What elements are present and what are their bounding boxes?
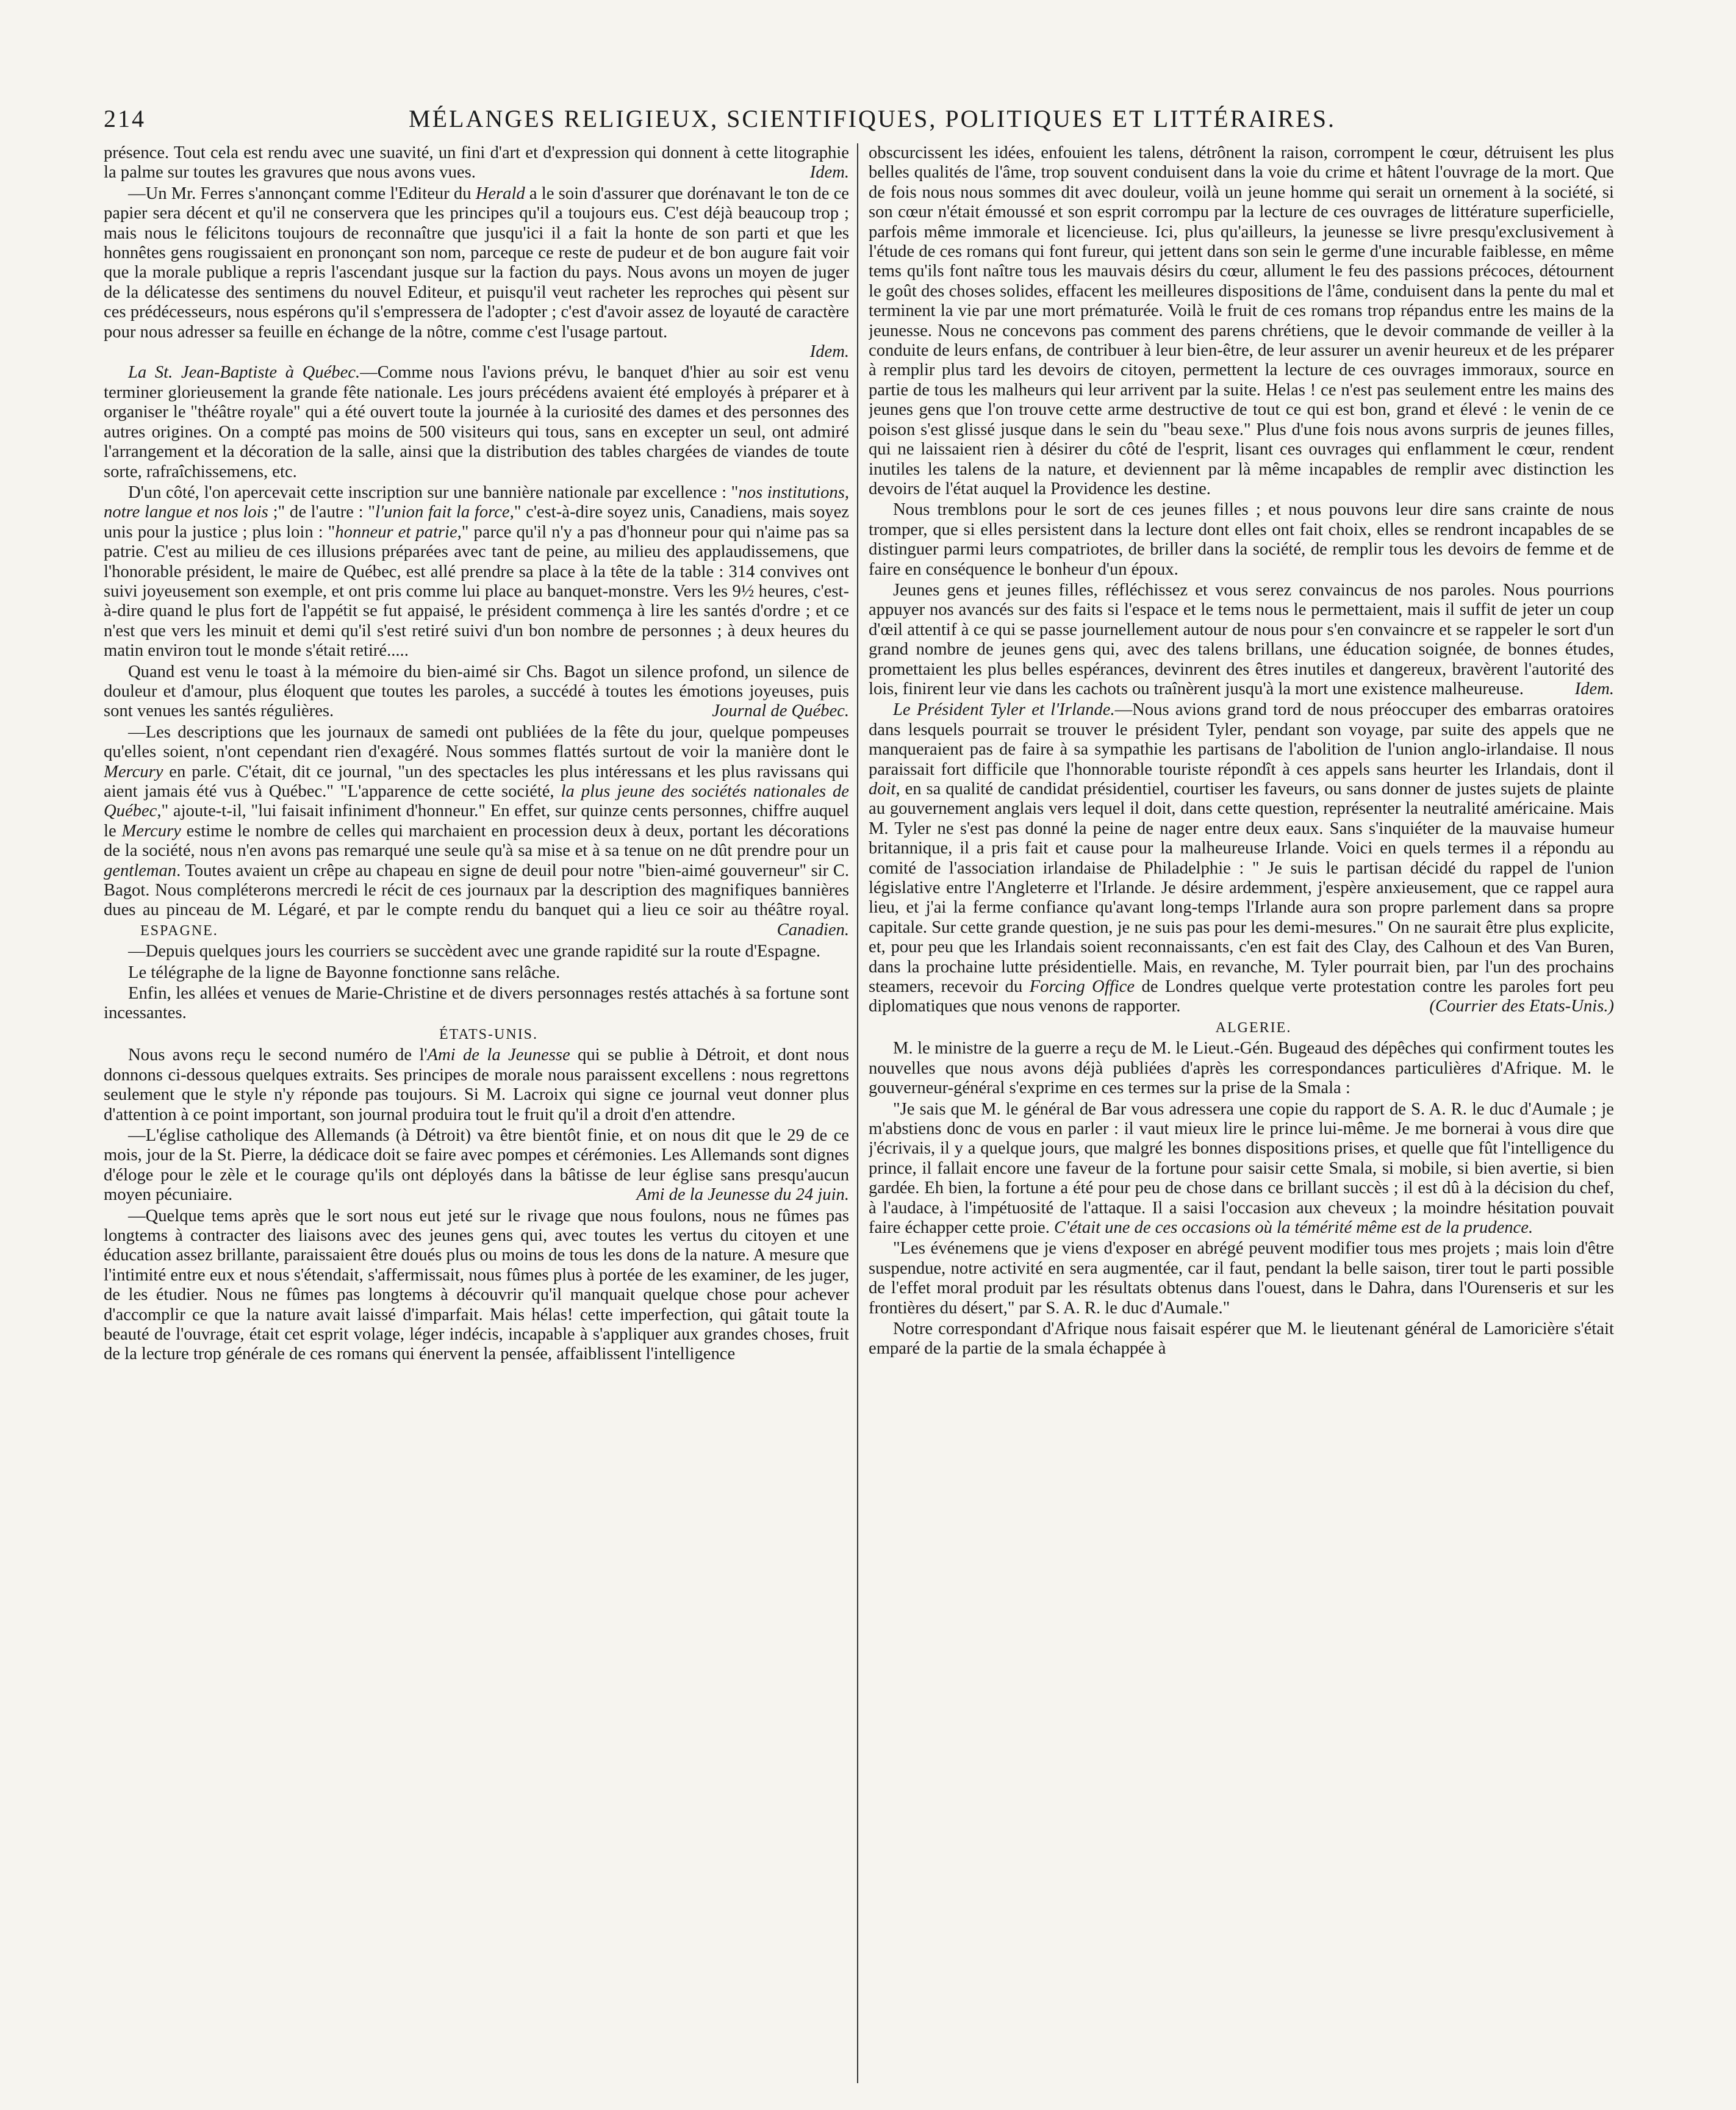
paragraph-text: —Un Mr. Ferres s'annonçant comme l'Editeur du [128, 184, 476, 203]
article-paragraph [104, 143, 849, 183]
article-paragraph [869, 1100, 1614, 1238]
right-column [869, 143, 1614, 2089]
paragraph-text: D'un côté, l'on apercevait cette inscription sur une bannière nationale par excellence : " [128, 483, 739, 502]
paragraph-text: Quand est venu le toast à la mémoire du bien-aimé sir Chs. Bagot un silence profond, un silence de douleur et d'amour, plus éloquent que toutes les paroles, a succédé à toutes les émotions joyeuses, puis sont venues les santés régulières. [104, 662, 849, 721]
quoted-inscription: nos institutions, notre langue et nos lois [104, 483, 849, 522]
paragraph-text: ;" de l'autre : " [268, 503, 376, 522]
paragraph-text: —Comme nous l'avions prévu, le banquet d'hier au soir est venu terminer glorieusement la grande fête nationale. Les jours précédens avaient été employés à préparer et à organiser le "théâtre royale" qui a été ouvert toute la journée à la curiosité des dames et des personnes des autres origines. On a compté pas moins de 500 visiteurs qui tous, sans en excepter un seul, ont admiré l'arrangement et la décoration de la salle, ainsi que la distribution des tables chargées de viandes de toute sorte, rafraîchissemens, etc. [104, 363, 849, 481]
paragraph-text: qui se publie à Détroit, et dont nous donnons ci-dessous quelques extraits. Ses principes de morale nous paraissent excellens : nous regrettons seulement que le style n'y réponde pas toujours. Si M. Lacroix qui signe ce journal veut donner plus d'attention à ce point important, son journal produira tout le fruit qu'il a droit d'en attendre. [104, 1046, 849, 1124]
paragraph-text: Nous tremblons pour le sort de ces jeunes filles ; et nous pouvons leur dire sans crainte de nous tromper, que si elles persistent dans la lecture dont elles ont fait choix, elles se rendront incapables de se distinguer parmi leurs compatriotes, de briller dans la société, de remplir tous les devoirs de femme et de faire en conséquence le bonheur d'un époux. [869, 500, 1614, 579]
paragraph-text: M. le ministre de la guerre a reçu de M. le Lieut.-Gén. Bugeaud des dépêches qui confirment toutes les nouvelles que nous avons déjà publiées d'après les correspondances particulières d'Afrique. M. le gouverneur-général s'exprime en ces termes sur la prise de la Smala : [869, 1039, 1614, 1098]
paragraph-text: ," parce qu'il n'y a pas d'honneur pour qui n'aime pas sa patrie. C'est au milieu de ces illusions préparées avec tant de peine, au milieu des applaudissemens, que l'honorable président, le maire de Québec, est allé prendre sa place à la tête de la table : 314 convives ont suivi joyeusement son exemple, et ont pris comme lui place au banquet-monstre. Vers les 9½ heures, c'est-à-dire quand le plus fort de l'appétit se fut appaisé, le président commença à lire les santés d'ordre ; et ce n'est que vers les minuit et demi qu'il s'est retiré suivi d'un bon nombre de personnes ; à deux heures du matin environ tout le monde s'était retiré..... [104, 522, 849, 661]
section-heading-etats-unis: ÉTATS-UNIS. [439, 1026, 539, 1042]
paragraph-text: présence. Tout cela est rendu avec une suavité, un fini d'art et d'expression qui donnent à cette litographie la palme sur toutes les gravures que nous avons vues. [104, 143, 849, 182]
section-heading-algerie: ALGERIE. [1215, 1019, 1292, 1036]
paragraph-text: Nous avons reçu le second numéro de l' [128, 1046, 428, 1065]
article-paragraph [104, 942, 849, 961]
article-paragraph [869, 1319, 1614, 1359]
article-paragraph [869, 500, 1614, 580]
running-title: MÉLANGES RELIGIEUX, SCIENTIFIQUES, POLITIQUES ET LITTÉRAIRES. [409, 105, 1336, 132]
paragraph-text: en parle. C'était, dit ce journal, "un des spectacles les plus intéressans et les plus ravissans qui aient jamais été vus à Québec." "L'apparence de cette société, [104, 762, 849, 801]
paragraph-text: —Quelque tems après que le sort nous eut jeté sur le rivage que nous foulons, nous ne fûmes pas longtems à contracter des liaisons avec des jeunes gens qui, avec toutes les vertus du citoyen et une éducation assez brillante, paraissaient être doués plus ou moins de tous les dons de la nature. A mesure que l'intimité entre eux et nous s'étendait, s'affermissait, nous fûmes plus à portée de les examiner, de les juger, de les étudier. Nous ne fûmes pas longtems à découvrir qu'il manquait quelque chose pour achever d'accomplir ce que la nature avait laissé d'imparfait. Mais hélas! cette imperfection, qui gâtait toute la beauté de l'ouvrage, était cet esprit volage, léger indécis, incapable à s'appliquer aux grandes choses, fruit de la lecture trop générale de ces romans qui énervent la pensée, affaiblissent l'intelligence [104, 1206, 849, 1364]
quoted-text: gentleman [104, 861, 177, 880]
newspaper-name: Herald [475, 184, 525, 203]
paragraph-text: —Les descriptions que les journaux de samedi ont publiées de la fête du jour, quelque pompeuses qu'elles soient, n'ont cependant rien d'exagéré. Nous sommes flattés surtout de voir la manière dont le [104, 722, 849, 762]
article-paragraph [104, 963, 849, 983]
article-paragraph [869, 143, 1614, 499]
source-credit: (Courrier des Etats-Unis.) [1429, 997, 1614, 1016]
section-heading-espagne: ESPAGNE. [140, 922, 218, 939]
paragraph-text: Jeunes gens et jeunes filles, réfléchissez et vous serez convaincus de nos paroles. Nous pourrions appuyer nos avancés sur des faits si l'espace et le tems nous le permettaient, mais il suffit de jeter un coup d'œil attentif à ce qui se passe journellement autour de nous pour s'en convaincre et se rappeler le sort d'un grand nombre de jeunes gens qui, avec des talens brillans, une éducation soignée, de bonnes études, promettaient les plus belles espérances, devinrent des êtres inutiles et dangereux, bravèrent l'autorité des lois, finirent leur vie dans les cachots ou traînèrent jusqu'à la mort une existence malheureuse. [869, 580, 1614, 698]
source-credit: Ami de la Jeunesse du 24 juin. [636, 1185, 849, 1205]
paragraph-text: —Nous avions grand tord de nous préoccuper des embarras oratoires dans lesquels pourrait se trouver le président Tyler, pendant son voyage, par suite des appels que ne manqueraient pas de faire à sa sympathie les partisans de l'abolition de l'union anglo-irlandaise. Il nous paraissait fort difficile que l'honnorable touriste répondît à ces appels sans heurter les Irlandais, dont il [869, 700, 1614, 779]
page-number: 214 [104, 105, 146, 132]
article-paragraph [104, 1207, 849, 1365]
quoted-text: C'était une de ces occasions où la témérité même est de la prudence. [1054, 1218, 1533, 1237]
column-divider [857, 143, 858, 2083]
paragraph-text: estime le nombre de celles qui marchaient en procession deux à deux, portant les décorations de la société, nous n'en avons pas remarqué une seule qu'à sa mise et à sa tenue on ne dût prendre pour un [104, 821, 849, 861]
paragraph-text: . Toutes avaient un crêpe au chapeau en signe de deuil pour notre "bien-aimé gouverneur" sir C. Bagot. Nous compléterons mercredi le récit de ces journaux par la description des magnifiques bannières dues au pinceau de M. Légaré, et par le compte rendu du banquet qui a lieu ce soir au théâtre royal. [104, 861, 849, 920]
paragraph-text: , en sa qualité de candidat présidentiel, courtiser les faveurs, ou sans donner de justes sujets de plainte au gouvernement anglais vers lequel il doit, dans cette question, représenter la neutralité américaine. Mais M. Tyler ne s'est pas donné la peine de nager entre deux eaux. Sans s'inquiéter de la mauvaise humeur britannique, il a pris fait et cause pour la malheureuse Irlande. Voici en quels termes il a répondu au comité de l'association irlandaise de Philadelphie : " Je suis le partisan décidé du rappel de l'union législative entre l'Angleterre et l'Irlande. Je désire ardemment, j'espère anxieusement, que ce rappel aura lieu, et j'ai la ferme confiance qu'avant long-temps l'Irlande aura son propre parlement dans sa propre capitale. Sur cette grande question, je ne suis pas pour les demi-mesures." On ne saurait être plus explicite, et, pour peu que les Irlandais soient reconnaissants, c'en est fait des Clay, des Calhoun et des Van Buren, dans la prochaine lutte présidentielle. Mais, en revanche, M. Tyler pourrait bien, par l'un des prochains steamers, recevoir du [869, 780, 1614, 997]
paragraph-text: de Londres quelque verte protestation contre les paroles fort peu diplomatiques que nous venons de rapporter. [869, 977, 1614, 1016]
office-name: Forcing Office [1029, 977, 1135, 997]
article-title: La St. Jean-Baptiste à Québec. [128, 363, 360, 382]
paragraph-text: Enfin, les allées et venues de Marie-Christine et de divers personnages restés attachés à sa fortune sont incessantes. [104, 984, 849, 1023]
article-paragraph [104, 1126, 849, 1205]
paragraph-text: a le soin d'assurer que dorénavant le ton de ce papier sera décent et qu'il ne conservera que les principes qu'il a toujours eus. C'est déjà beaucoup trop ; mais nous le félicitons toujours de reconnaître que jusqu'ici il a fait la honte de son parti et que les honnêtes gens rougissaient en prononçant son nom, parceque ce reste de pudeur et de bon augure fait voir que la morale publique a repris l'ascendant jusque sur la faction du pays. Nous avons un moyen de juger de la délicatesse des sentimens du nouvel Editeur, et puisqu'il veut racheter les reproches qui pèsent sur ces prédécesseurs, nous espérons qu'il s'empressera de l'adopter ; c'est d'avoir assez de loyauté de caractère pour nous adresser sa feuille en échange de la nôtre, comme c'est l'usage partout. [104, 184, 849, 342]
paragraph-text: Notre correspondant d'Afrique nous faisait espérer que M. le lieutenant général de Lamoricière s'était emparé de la partie de la smala échappée à [869, 1319, 1614, 1358]
source-credit: Idem. [1574, 679, 1614, 698]
newspaper-name: Mercury [104, 762, 163, 781]
source-credit: Canadien. [777, 920, 849, 939]
left-column [104, 143, 849, 2089]
article-paragraph [104, 363, 849, 481]
paragraph-text: —L'église catholique des Allemands (à Détroit) va être bientôt finie, et on nous dit que le 29 de ce mois, jour de la St. Pierre, la dédicace doit se faire avec pompes et cérémonies. Les Allemands sont dignes d'éloge pour le zèle et le courage qu'ils ont déployés dans la bâtisse de leur église sans presqu'aucun moyen pécuniaire. [104, 1125, 849, 1205]
source-credit: Idem. [809, 163, 849, 182]
article-paragraph [869, 1239, 1614, 1318]
paragraph-text: obscurcissent les idées, enfouient les talens, détrônent la raison, corrompent le cœur, détruisent les plus belles qualités de l'âme, trop souvent conduisent dans la voie du crime et hâtent l'ouvrage de la mort. Que de fois nous nous sommes dit avec douleur, voilà un jeune homme qui serait un ornement à la société, si son cœur n'était émoussé et son esprit corrompu par la lecture de ces ouvrages de littérature superficielle, parfois même immorale et licencieuse. Ici, plus qu'ailleurs, la jeunesse se livre presqu'exclusivement à l'étude de ces romans qui font fureur, qui jettent dans son sein le germe d'une incurable faiblesse, en même tems qu'ils font naître tous les mauvais désirs du cœur, allument le feu des passions précoces, détournent le goût des choses solides, effacent les meilleures dispositions de l'âme, conduisent dans la pente du mal et terminent la vie par une mort prématurée. Voilà le fruit de ces romans trop répandus entre les mains de la jeunesse. Nous ne concevons pas comment des parens chrétiens, que le devoir commande de veiller à la conduite de leurs enfans, de contribuer à leur bien-être, de leur assurer un avenir heureux et de les préparer à remplir plus tard les devoirs de citoyen, permettent la lecture de ces ouvrages immoraux, source en partie de tous les malheurs qui leur arrivent par la suite. Helas ! ce n'est pas seulement entre les mains des jeunes gens que l'on trouve cette arme destructive de tout ce qui est bon, grand et élevé : le venin de ce poison s'est glissé jusque dans le sein du "beau sexe." Plus d'une fois nous avons surpris de jeunes filles, qui ne laissaient rien à désirer du côté de l'esprit, lisant ces ouvrages qui enflamment le cœur, rendent inutiles les talens de la nature, et deviennent par là même incapables de remplir avec distinction les devoirs de l'état auquel la Providence les destine. [869, 143, 1614, 498]
article-paragraph [869, 1039, 1614, 1098]
article-paragraph [104, 662, 849, 722]
paragraph-text: Le télégraphe de la ligne de Bayonne fonctionne sans relâche. [128, 963, 561, 982]
article-paragraph [104, 184, 849, 362]
article-paragraph [104, 483, 849, 661]
article-paragraph [869, 700, 1614, 1017]
paragraph-text: —Depuis quelques jours les courriers se succèdent avec une grande rapidité sur la route d'Espagne. [128, 942, 821, 961]
newspaper-name: Mercury [121, 821, 181, 841]
quoted-inscription: l'union fait la force [375, 503, 510, 522]
quoted-inscription: honneur et patrie [335, 522, 457, 542]
paragraph-text: ," ajoute-t-il, "lui faisait infiniment d'honneur." En effet, sur quinze cents personnes, chiffre auquel le [104, 802, 849, 841]
article-paragraph [104, 723, 849, 941]
article-paragraph [869, 581, 1614, 699]
paragraph-text: "Je sais que M. le général de Bar vous adressera une copie du rapport de S. A. R. le duc d'Aumale ; je m'abstiens donc de vous en parler : il vaut mieux lire le prince lui-même. Je me bornerai à vous dire que j'écrivais, il y a quelque jours, que malgré les bonnes dispositions prises, et quelle que fût l'intelligence du prince, il fallait encore une faveur de la fortune pour saisir cette Smala, si mobile, si bien avertie, si bien gardée. Eh bien, la fortune a été pour peu de chose dans ce brillant succès ; il est dû à la décision du chef, à l'audace, à l'impétuosité de l'attaque. Il a saisi l'occasion aux cheveux ; la moindre hésitation pouvait faire échapper cette proie. [869, 1099, 1614, 1237]
page-header [104, 101, 1641, 137]
article-title: Le Président Tyler et l'Irlande. [893, 700, 1115, 720]
article-paragraph [104, 984, 849, 1024]
quoted-text: la plus jeune des sociétés nationales de Québec [104, 782, 849, 821]
source-credit: Idem. [809, 342, 849, 362]
emphasis-text: doit [869, 780, 896, 798]
paragraph-text: "Les événemens que je viens d'exposer en abrégé peuvent modifier tous mes projets ; mais loin d'être suspendue, notre activité en sera augmentée, car il faut, pendant la belle saison, tirer tout le parti possible de l'effet moral produit par les résultats obtenus dans l'ouest, dans le Dahra, dans l'Ourenseris et sur les frontières du désert," par S. A. R. le duc d'Aumale." [869, 1239, 1614, 1318]
newspaper-name: Ami de la Jeunesse [427, 1046, 570, 1065]
source-credit: Journal de Québec. [712, 702, 849, 721]
paragraph-text: ," c'est-à-dire soyez unis, Canadiens, mais soyez unis pour la justice ; plus loin : " [104, 503, 849, 542]
article-paragraph [104, 1046, 849, 1125]
